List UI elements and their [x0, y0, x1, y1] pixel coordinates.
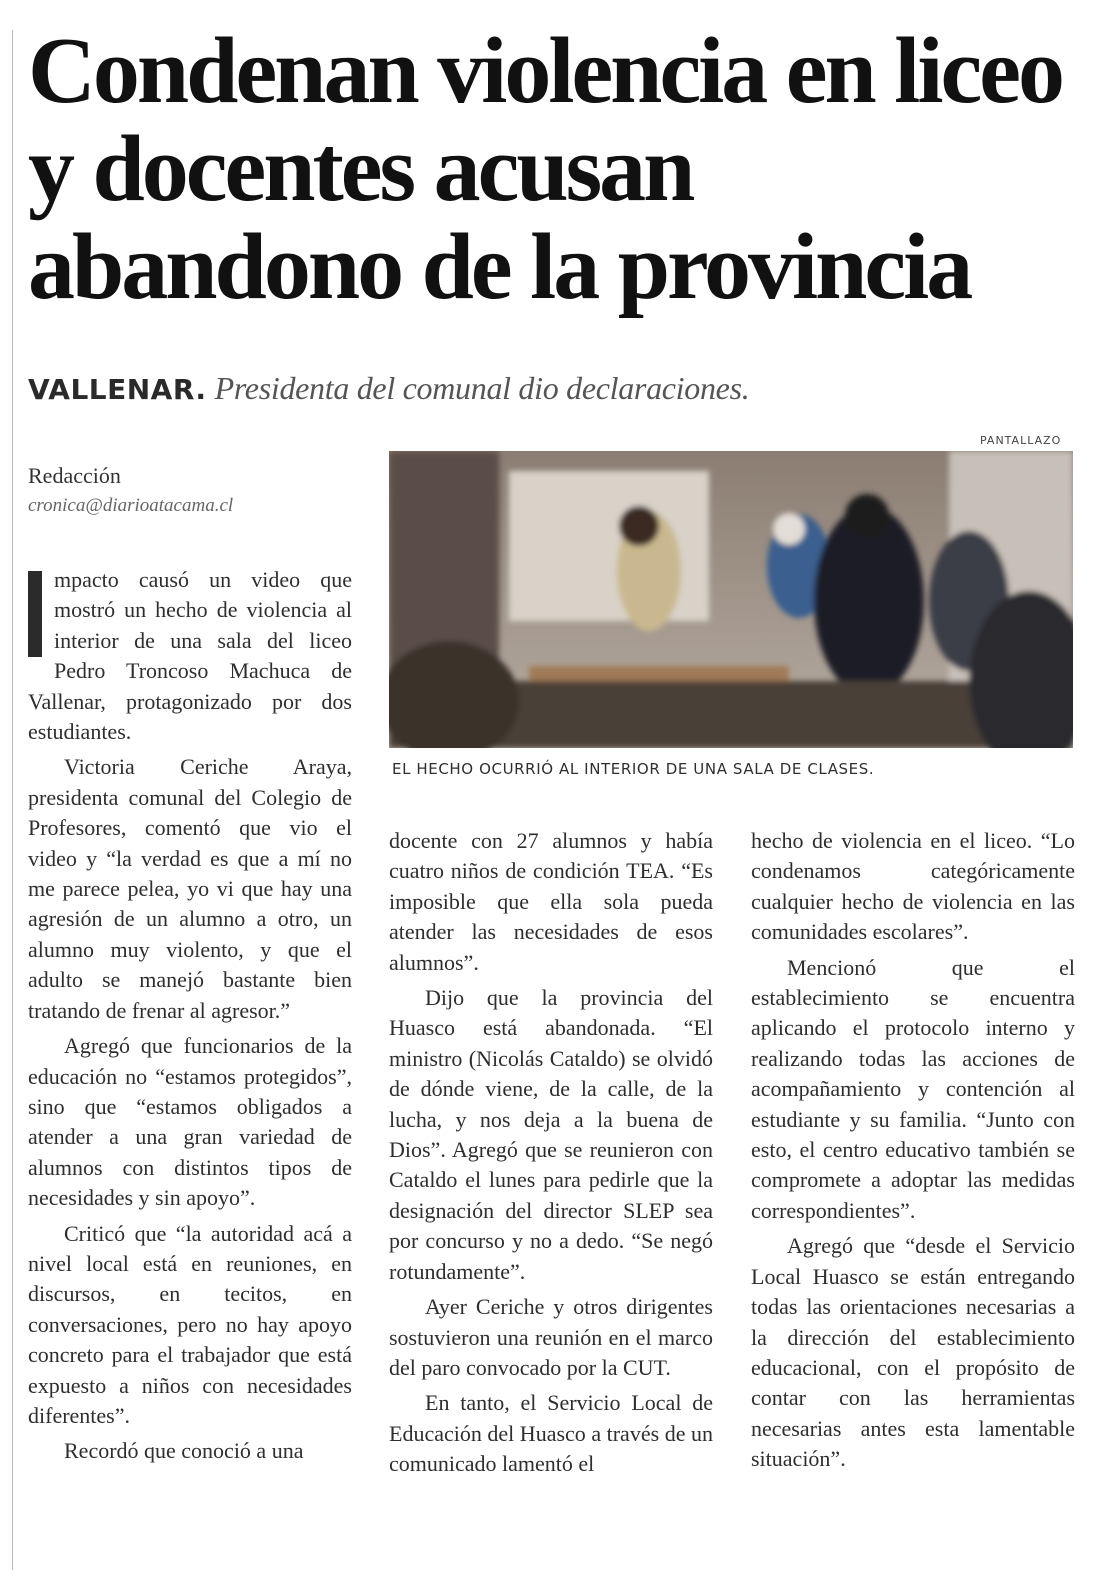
drop-cap-i [28, 571, 42, 657]
byline-email: cronica@diarioatacama.cl [28, 495, 234, 516]
paragraph: Agregó que “desde el Servicio Local Huasco se están entregando todas las orientaciones necesarias a la dirección del establecimiento educacional, con el propósito de contar con las herramientas necesarias antes esta lamentable situación”. [751, 1233, 1075, 1472]
dateline-location: VALLENAR. [28, 373, 207, 406]
photo-credit: PANTALLAZO [980, 434, 1062, 447]
headline: Condenan violencia en liceo y docentes acusan abandono de la provincia [28, 19, 1062, 319]
paragraph: Victoria Ceriche Araya, presidenta comunal del Colegio de Profesores, comentó que vio el video y “la verdad es que a mí no me parece pelea, yo vi que hay una agresión de un alumno a otro, un alumno muy violento, y que el adulto se manejó bastante bien tratando de frenar al agresor.” [28, 754, 352, 1023]
body-column-3 [751, 826, 1075, 1480]
left-column-rule [12, 30, 13, 1570]
body-column-2 [389, 826, 713, 1485]
paragraph: Dijo que la provincia del Huasco está abandonada. “El ministro (Nicolás Cataldo) se olvidó de dónde viene, de la calle, de la lucha, y nos deja a la buena de Dios”. Agregó que se reunieron con Cataldo el lunes para pedirle que la designación del director SLEP sea por concurso y no a dedo. “Se negó rotundamente”. [389, 985, 713, 1284]
body-column-1 [28, 565, 352, 1472]
deck-text: Presidenta del comunal dio declaraciones. [214, 370, 750, 406]
photo-caption: EL HECHO OCURRIÓ AL INTERIOR DE UNA SALA DE CLASES. [392, 760, 875, 778]
paragraph: Agregó que funcionarios de la educación no “estamos protegidos”, sino que “estamos obligados a atender a una gran variedad de alumnos con distintos tipos de necesidades y sin apoyo”. [28, 1033, 352, 1211]
paragraph: docente con 27 alumnos y había cuatro niños de condición TEA. “Es imposible que ella sola pueda atender las necesidades de esos alumnos”. [389, 828, 713, 975]
first-paragraph [28, 565, 352, 747]
paragraph: mpacto causó un video que mostró un hecho de violencia al interior de una sala del liceo Pedro Troncoso Machuca de Vallenar, protagonizado por dos estudiantes. [28, 567, 352, 745]
paragraph: En tanto, el Servicio Local de Educación del Huasco a través de un comunicado lamentó el [389, 1390, 713, 1477]
byline: Redacción [28, 463, 121, 488]
paragraph: Ayer Ceriche y otros dirigentes sostuvieron una reunión en el marco del paro convocado por la CUT. [389, 1294, 713, 1380]
classroom-photo-illustration [389, 451, 1073, 748]
paragraph: hecho de violencia en el liceo. “Lo condenamos categóricamente cualquier hecho de violencia en las comunidades escolares”. [751, 828, 1075, 945]
paragraph: Recordó que conoció a una [64, 1438, 304, 1464]
paragraph: Criticó que “la autoridad acá a nivel local está en reuniones, en discursos, en tecitos, en conversaciones, pero no hay apoyo concreto para el trabajador que está expuesto a niños con necesidades diferentes”. [28, 1220, 352, 1428]
article-photo [389, 451, 1073, 748]
deck [28, 368, 1078, 410]
paragraph: Mencionó que el establecimiento se encuentra aplicando el protocolo interno y realizando todas las acciones de acompañamiento y contención al estudiante y su familia. “Junto con esto, el centro educativo también se compromete a adoptar las medidas correspondientes”. [751, 954, 1075, 1223]
